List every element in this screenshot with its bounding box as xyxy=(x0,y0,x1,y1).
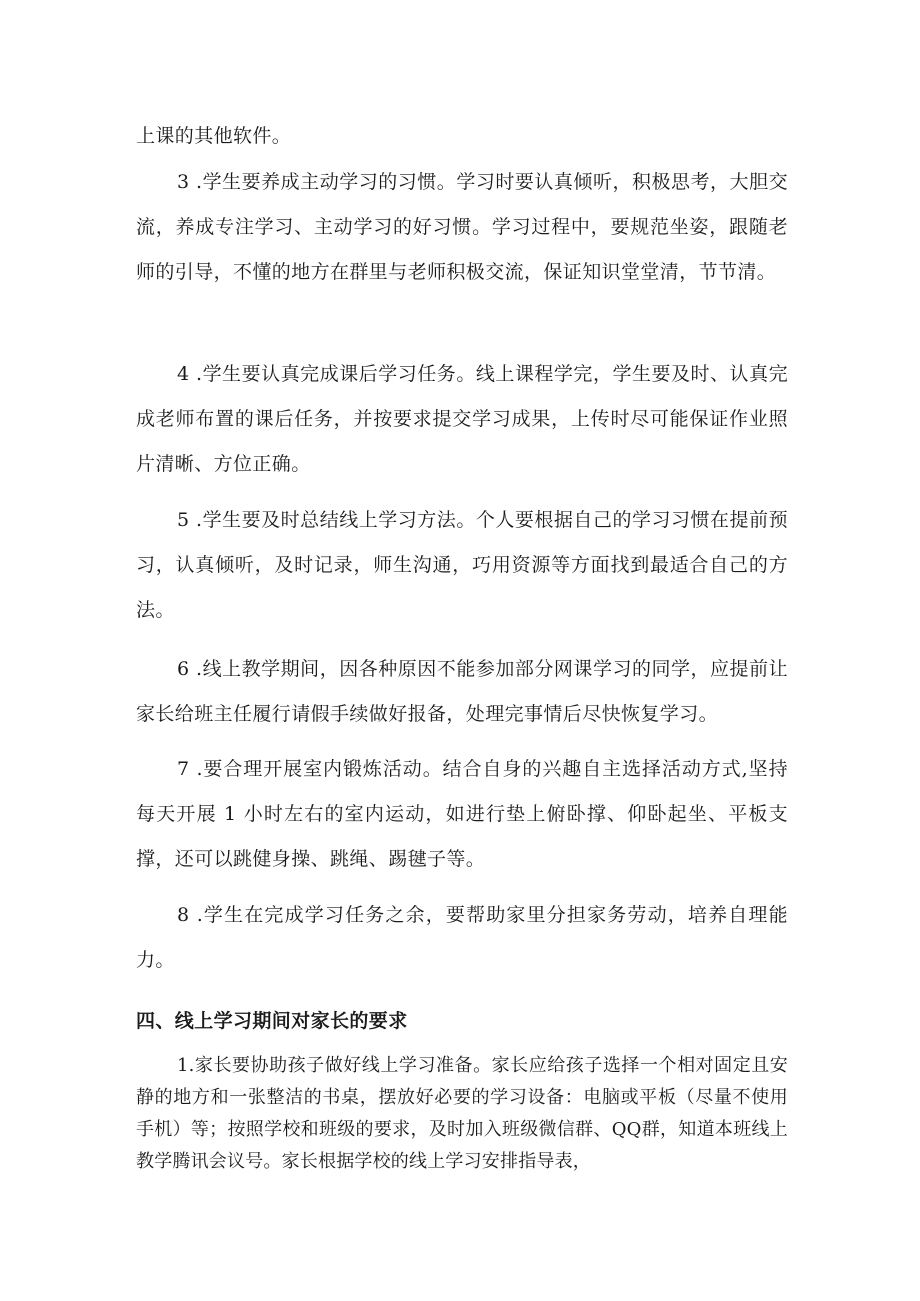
paragraph-item-6: 6 .线上教学期间，因各种原因不能参加部分网课学习的同学，应提前让家长给班主任履行请假手续做好报备，处理完事情后尽快恢复学习。 xyxy=(136,658,788,725)
paragraph-item-3: 3 .学生要养成主动学习的习惯。学习时要认真倾听，积极思考，大胆交流，养成专注学习、主动学习的好习惯。学习过程中，要规范坐姿，跟随老师的引导，不懂的地方在群里与老师积极交流，保证知识堂堂清，节节清。 xyxy=(136,171,788,283)
paragraph-item-8: 8 .学生在完成学习任务之余，要帮助家里分担家务劳动，培养自理能力。 xyxy=(136,904,788,971)
section-heading: 四、线上学习期间对家长的要求 xyxy=(136,1010,408,1032)
paragraph-item-7: 7 .要合理开展室内锻炼活动。结合自身的兴趣自主选择活动方式,坚持每天开展 1 小时左右的室内运动，如进行垫上俯卧撑、仰卧起坐、平板支撑，还可以跳健身操、跳绳、踢毽子等。 xyxy=(136,758,788,870)
paragraph-item-4: 4 .学生要认真完成课后学习任务。线上课程学完，学生要及时、认真完成老师布置的课后任务，并按要求提交学习成果，上传时尽可能保证作业照片清晰、方位正确。 xyxy=(136,363,788,475)
paragraph-item-5: 5 .学生要及时总结线上学习方法。个人要根据自己的学习习惯在提前预习，认真倾听，及时记录，师生沟通，巧用资源等方面找到最适合自己的方法。 xyxy=(136,509,788,621)
paragraph-continuation: 上课的其他软件。 xyxy=(136,125,292,147)
paragraph-parent-item-1: 1.家长要协助孩子做好线上学习准备。家长应给孩子选择一个相对固定且安静的地方和一张整洁的书桌，摆放好必要的学习设备：电脑或平板（尽量不使用手机）等；按照学校和班级的要求，及时加入班级微信群、QQ群，知道本班线上教学腾讯会议号。家长根据学校的线上学习安排指导表， xyxy=(136,1055,788,1172)
